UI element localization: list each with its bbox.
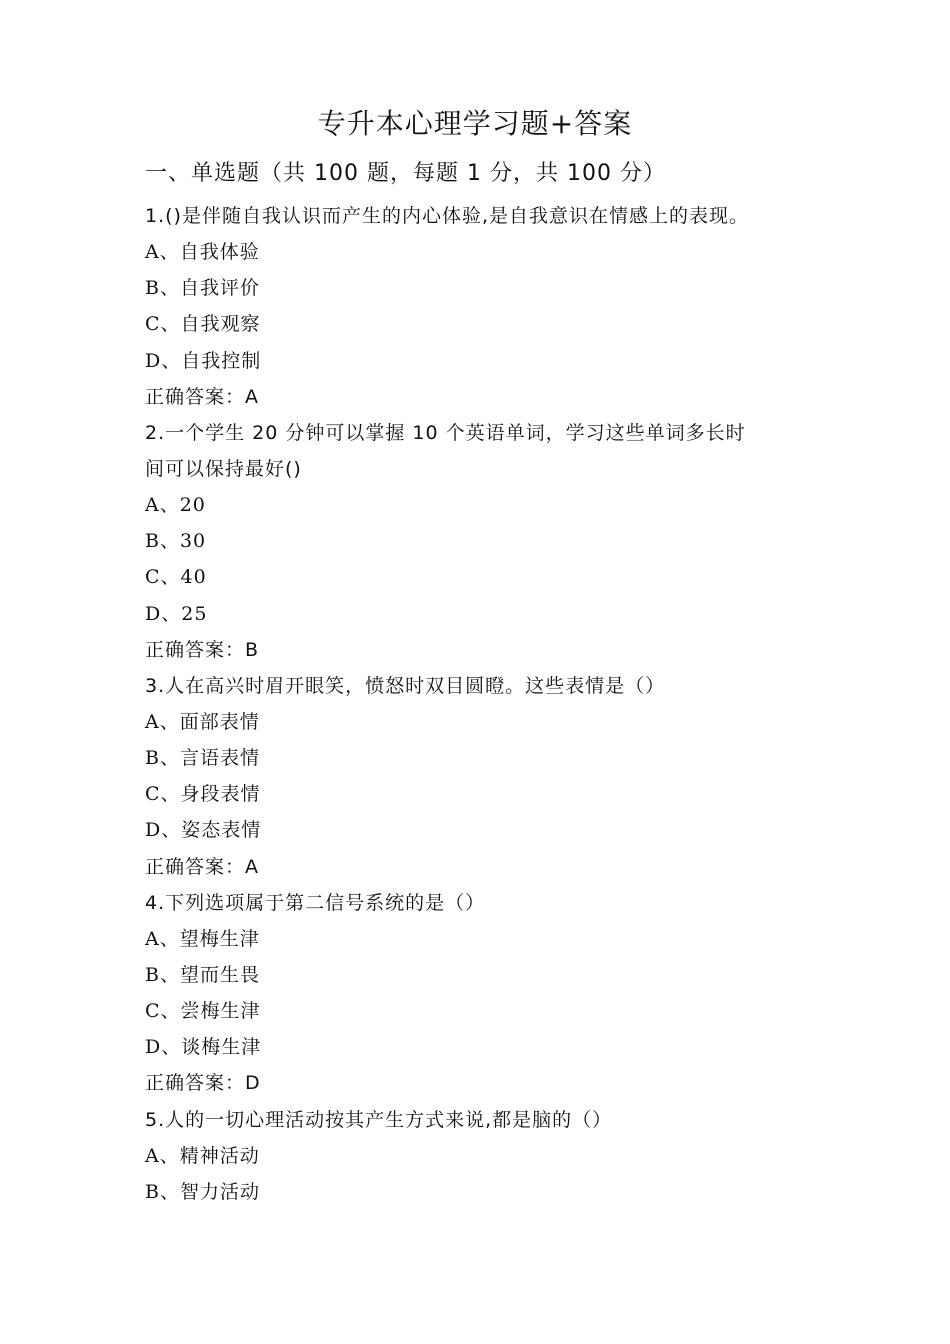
question-2-option-a: A、20 [145,494,206,517]
question-1-answer: 正确答案：A [145,385,259,408]
question-5-option-b: B、智力活动 [145,1180,260,1203]
question-3-option-d: D、姿态表情 [145,819,262,842]
question-2-text-line-2: 间可以保持最好() [145,457,302,480]
question-5-option-a: A、精神活动 [145,1144,260,1167]
question-4-option-a: A、望梅生津 [145,927,260,950]
question-4-answer: 正确答案：D [145,1072,261,1095]
question-1-option-d: D、自我控制 [145,349,262,372]
question-4-option-b: B、望而生畏 [145,963,260,986]
question-2-option-d: D、25 [145,602,208,625]
question-4-text: 4.下列选项属于第二信号系统的是（） [145,891,486,914]
question-1-option-c: C、自我观察 [145,313,261,336]
question-2-option-b: B、30 [145,530,207,553]
section-heading: 一、单选题（共 100 题，每题 1 分，共 100 分） [145,161,666,186]
question-2-answer: 正确答案：B [145,638,260,661]
question-list [145,198,815,1210]
question-1-text: 1.()是伴随自我认识而产生的内心体验,是自我意识在情感上的表现。 [145,205,749,227]
question-2-option-c: C、40 [145,566,207,589]
question-3-answer: 正确答案：A [145,855,259,878]
question-3-option-a: A、面部表情 [145,710,260,733]
question-5-text: 5.人的一切心理活动按其产生方式来说,都是脑的（） [145,1108,613,1131]
question-3-option-c: C、身段表情 [145,783,261,806]
document-title: 专升本心理学习题+答案 [317,107,633,140]
question-3-text: 3.人在高兴时眉开眼笑，愤怒时双目圆瞪。这些表情是（） [145,674,666,697]
question-2-text-line-1: 2.一个学生 20 分钟可以掌握 10 个英语单词，学习这些单词多长时 [145,421,746,444]
question-1-option-b: B、自我评价 [145,277,260,300]
question-4-option-d: D、谈梅生津 [145,1036,262,1059]
question-1-option-a: A、自我体验 [145,241,260,264]
question-4-option-c: C、尝梅生津 [145,1000,261,1023]
question-3-option-b: B、言语表情 [145,747,260,770]
